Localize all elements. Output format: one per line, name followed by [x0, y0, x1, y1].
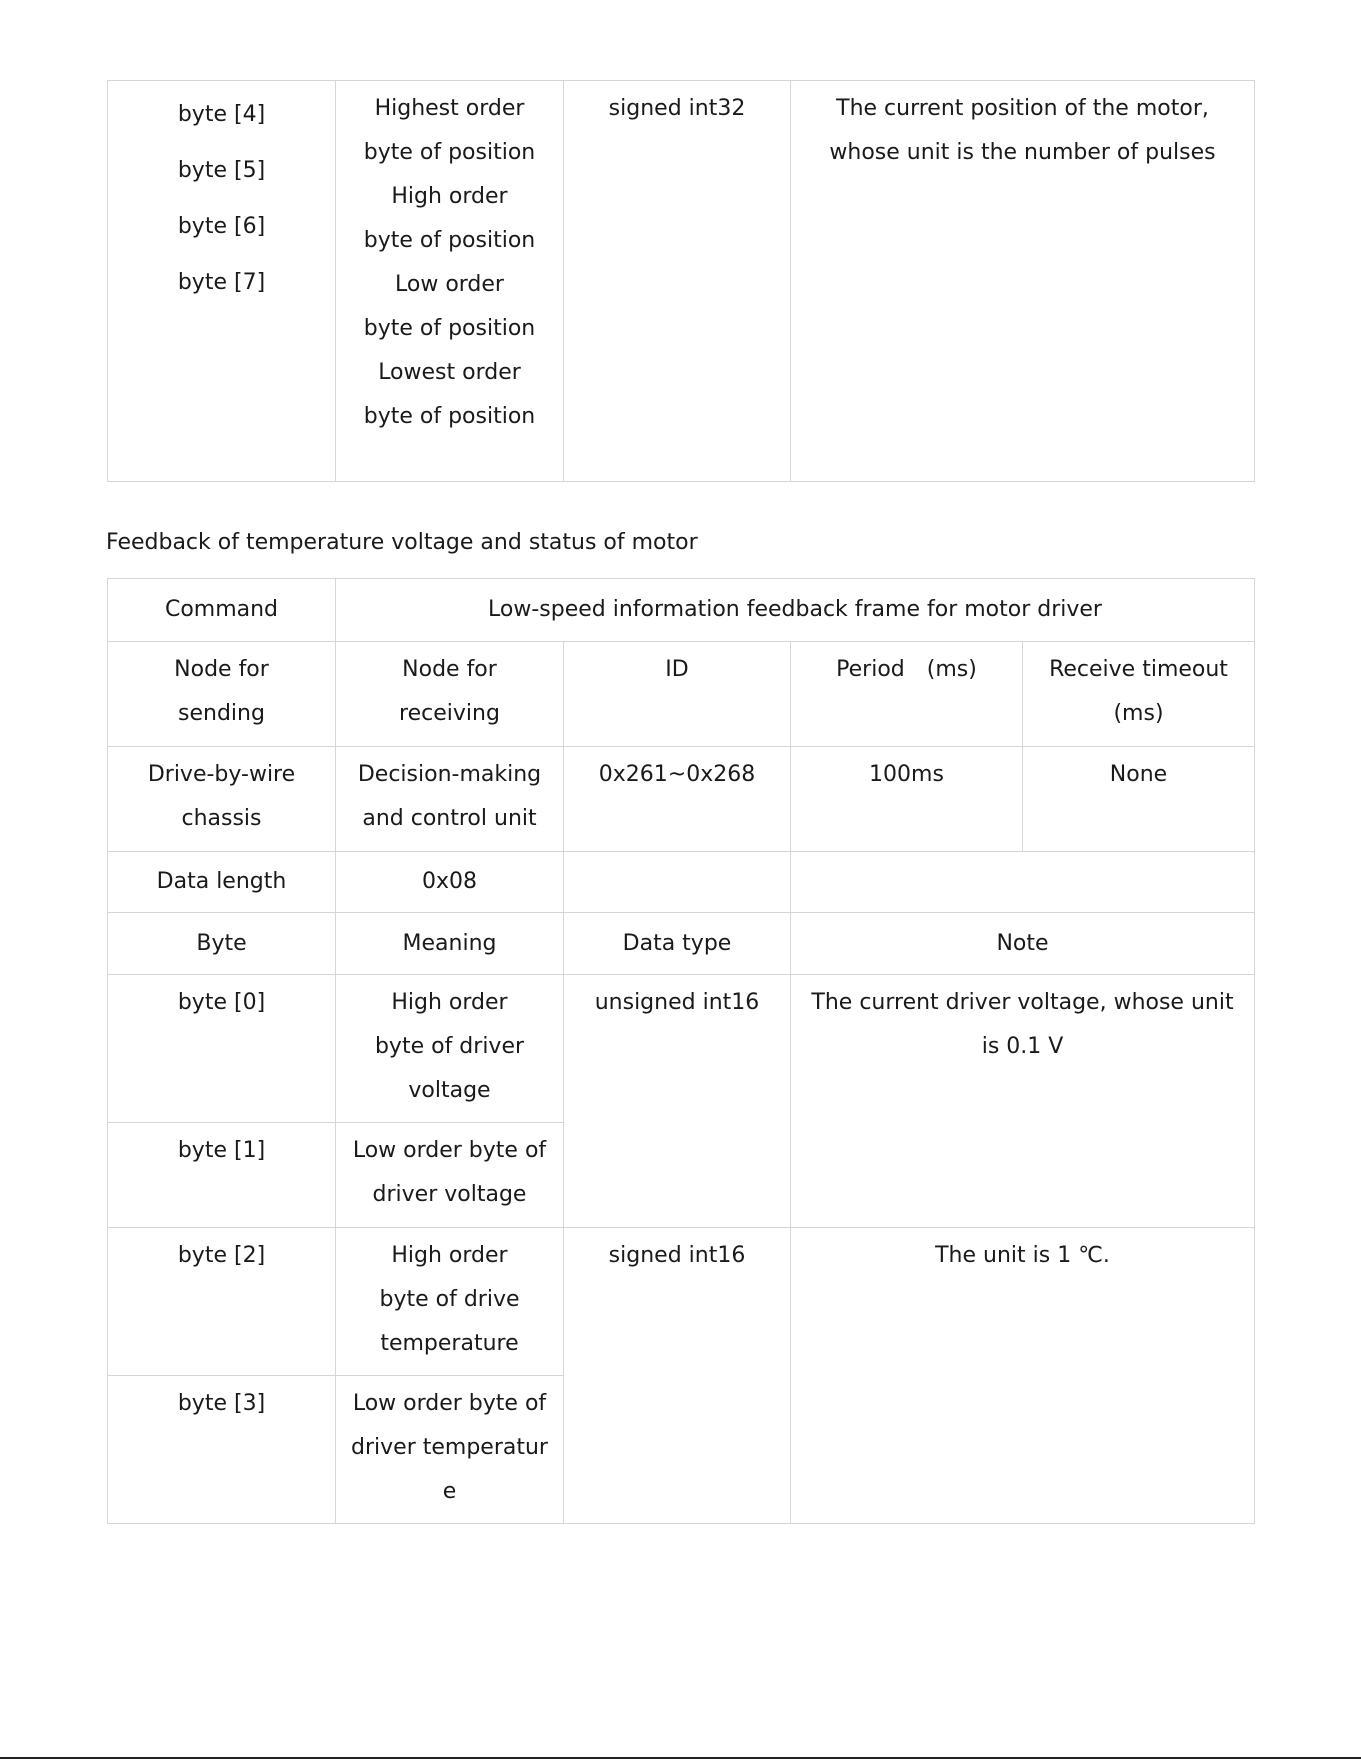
meaning-line: High order — [391, 184, 508, 209]
meaning-line: Low order byte of — [352, 1391, 547, 1416]
data-length-label: Data length — [108, 852, 336, 913]
meaning-line: High order — [391, 1243, 508, 1268]
header-send-node — [108, 642, 336, 747]
meaning-line: Highest order — [374, 96, 525, 121]
value-recv-node — [336, 747, 564, 852]
header-line: Receive timeout — [1049, 657, 1228, 682]
value-line: and control unit — [362, 806, 537, 831]
byte-cell: byte [0] — [108, 975, 336, 1123]
empty-cell — [564, 852, 791, 913]
meaning-line: byte of driver — [374, 1034, 525, 1059]
meaning-line: Lowest order — [378, 360, 521, 385]
note-line: The current position of the motor, — [836, 96, 1209, 121]
value-timeout: None — [1023, 747, 1255, 852]
position-meaning-cell — [336, 81, 564, 482]
temp-data-type-cell: signed int16 — [564, 1228, 791, 1524]
command-label-cell: Command — [108, 579, 336, 642]
value-period: 100ms — [791, 747, 1023, 852]
col-header-meaning: Meaning — [336, 913, 564, 975]
header-timeout — [1023, 642, 1255, 747]
header-line: receiving — [399, 701, 500, 726]
byte-label: byte [7] — [177, 270, 266, 295]
header-id: ID — [564, 642, 791, 747]
meaning-cell — [336, 1376, 564, 1524]
meaning-line: e — [442, 1479, 457, 1504]
meaning-line: Low order byte of — [352, 1138, 547, 1163]
value-send-node — [108, 747, 336, 852]
empty-cell — [791, 852, 1255, 913]
meaning-line: Low order — [395, 272, 504, 297]
voltage-data-type-cell: unsigned int16 — [564, 975, 791, 1228]
data-length-value: 0x08 — [336, 852, 564, 913]
position-data-type-cell: signed int32 — [564, 81, 791, 482]
meaning-line: byte of position — [363, 228, 536, 253]
meaning-line: byte of drive — [379, 1287, 520, 1312]
value-id: 0x261~0x268 — [564, 747, 791, 852]
note-line: is 0.1 V — [981, 1034, 1064, 1059]
header-line: Node for — [402, 657, 497, 682]
position-bytes-cell — [108, 81, 336, 482]
note-line: whose unit is the number of pulses — [829, 140, 1216, 165]
meaning-line: driver voltage — [372, 1182, 527, 1207]
meaning-line: byte of position — [363, 140, 536, 165]
header-line: (ms) — [1113, 701, 1164, 726]
col-header-note: Note — [791, 913, 1255, 975]
header-period: Period (ms) — [791, 642, 1023, 747]
section-title: Feedback of temperature voltage and status of motor — [106, 530, 698, 555]
page-bottom-rule — [0, 1757, 1361, 1759]
meaning-line: driver temperatur — [351, 1435, 548, 1460]
position-table — [107, 80, 1255, 482]
meaning-line: voltage — [408, 1078, 491, 1103]
meaning-cell — [336, 1123, 564, 1228]
byte-label: byte [6] — [177, 214, 266, 239]
position-note-cell — [791, 81, 1255, 482]
command-value-cell: Low-speed information feedback frame for motor driver — [336, 579, 1255, 642]
byte-label: byte [5] — [177, 158, 266, 183]
meaning-cell — [336, 1228, 564, 1376]
meaning-line: byte of position — [363, 316, 536, 341]
meaning-line: temperature — [380, 1331, 519, 1356]
byte-cell: byte [2] — [108, 1228, 336, 1376]
header-line: sending — [178, 701, 265, 726]
byte-cell: byte [1] — [108, 1123, 336, 1228]
value-line: chassis — [181, 806, 262, 831]
voltage-note-cell — [791, 975, 1255, 1228]
byte-cell: byte [3] — [108, 1376, 336, 1524]
col-header-data-type: Data type — [564, 913, 791, 975]
value-line: Decision-making — [357, 762, 542, 787]
meaning-cell — [336, 975, 564, 1123]
byte-label: byte [4] — [177, 102, 266, 127]
header-recv-node — [336, 642, 564, 747]
meaning-line: byte of position — [363, 404, 536, 429]
temp-note-cell: The unit is 1 ℃. — [791, 1228, 1255, 1524]
header-line: Node for — [174, 657, 269, 682]
col-header-byte: Byte — [108, 913, 336, 975]
note-line: The current driver voltage, whose unit — [811, 990, 1234, 1015]
meaning-line: High order — [391, 990, 508, 1015]
temperature-voltage-table — [107, 578, 1255, 1524]
value-line: Drive-by-wire — [147, 762, 296, 787]
